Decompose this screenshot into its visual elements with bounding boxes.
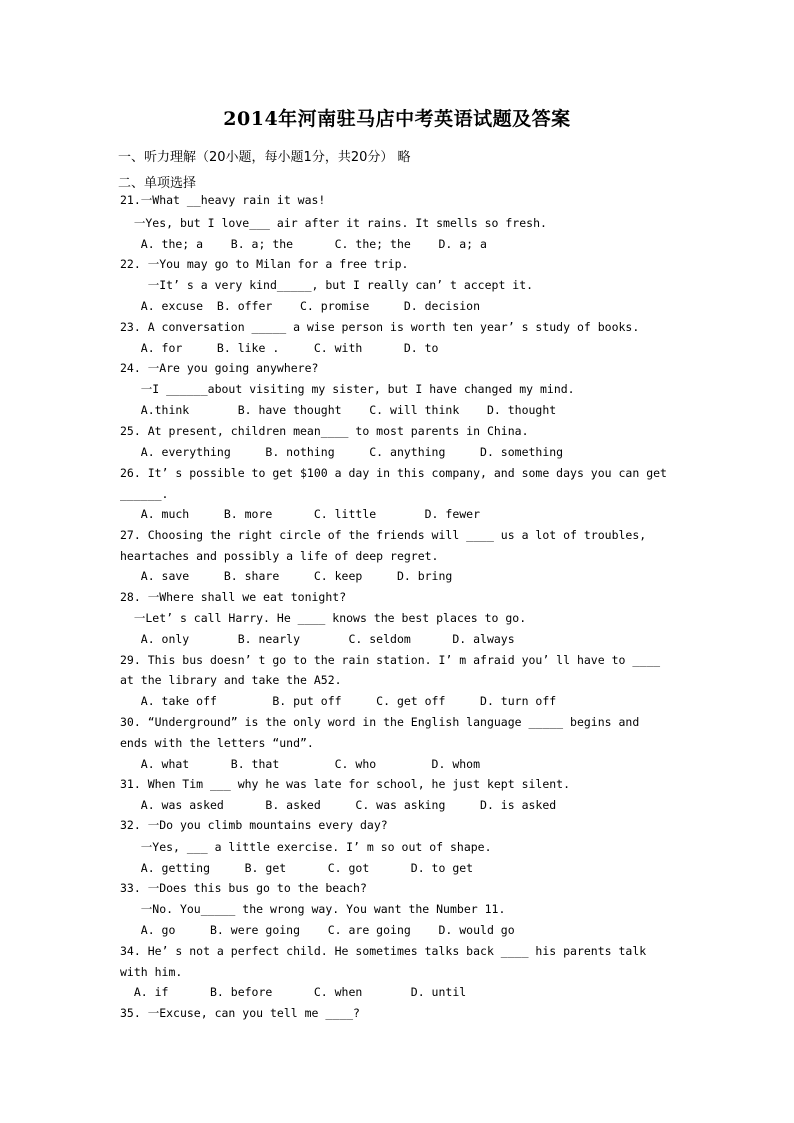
- question-line-text: 一It’ s a very kind_____, but I really can’ t accept it.: [120, 278, 534, 292]
- question-line-text: 29. This bus doesn’ t go to the rain station. I’ m afraid you’ ll have to ____: [120, 653, 661, 667]
- question-line-text: at the library and take the A52.: [120, 673, 342, 687]
- question-line-text: 27. Choosing the right circle of the friends will ____ us a lot of troubles,: [120, 528, 647, 542]
- question-line-text: 22. 一You may go to Milan for a free trip.: [120, 257, 409, 271]
- question-line-text: A. go B. were going C. are going D. would go: [120, 923, 515, 937]
- question-line-text: with him.: [120, 965, 183, 979]
- question-line-text: 一Yes, but I love___ air after it rains. It smells so fresh.: [120, 216, 547, 230]
- question-line-text: 21.一What __heavy rain it was!: [120, 193, 326, 207]
- section-heading-listening: 一、听力理解（20小题，每小题1分，共20分） 略: [118, 150, 411, 165]
- question-line-text: A. excuse B. offer C. promise D. decision: [120, 299, 481, 313]
- question-line-text: A. only B. nearly C. seldom D. always: [120, 632, 515, 646]
- question-line-text: A. what B. that C. who D. whom: [120, 757, 481, 771]
- question-line-text: A. was asked B. asked C. was asking D. is asked: [120, 798, 557, 812]
- question-line-text: 23. A conversation _____ a wise person is worth ten year’ s study of books.: [120, 320, 640, 334]
- question-line-text: A. much B. more C. little D. fewer: [120, 507, 481, 521]
- question-line-text: A. for B. like . C. with D. to: [120, 341, 439, 355]
- question-line-text: A. if B. before C. when D. until: [120, 985, 467, 999]
- section-heading-choice: 二、单项选择: [118, 176, 197, 191]
- question-line-text: heartaches and possibly a life of deep regret.: [120, 549, 439, 563]
- question-line-text: 28. 一Where shall we eat tonight?: [120, 590, 347, 604]
- question-line-text: ______.: [120, 487, 169, 501]
- question-line-text: A.think B. have thought C. will think D. thought: [120, 403, 557, 417]
- question-line-text: 一No. You_____ the wrong way. You want the Number 11.: [120, 902, 506, 916]
- question-line-text: A. getting B. get C. got D. to get: [120, 861, 474, 875]
- question-line-text: 33. 一Does this bus go to the beach?: [120, 881, 367, 895]
- question-line-text: ends with the letters “und”.: [120, 736, 314, 750]
- question-line-text: 一I ______about visiting my sister, but I have changed my mind.: [120, 382, 575, 396]
- question-line-text: 31. When Tim ___ why he was late for school, he just kept silent.: [120, 777, 571, 791]
- question-line-text: 24. 一Are you going anywhere?: [120, 361, 319, 375]
- question-line-text: 35. 一Excuse, can you tell me ____?: [120, 1006, 360, 1020]
- question-line-text: 26. It’ s possible to get $100 a day in this company, and some days you can get: [120, 466, 667, 480]
- question-line-text: 25. At present, children mean____ to most parents in China.: [120, 424, 529, 438]
- question-line-text: 34. He’ s not a perfect child. He sometimes talks back ____ his parents talk: [120, 944, 647, 958]
- question-line-text: 一Yes, ___ a little exercise. I’ m so out of shape.: [120, 840, 492, 854]
- question-line-text: 30. “Underground” is the only word in the English language _____ begins and: [120, 715, 640, 729]
- question-line-text: 32. 一Do you climb mountains every day?: [120, 818, 388, 832]
- question-line-text: A. take off B. put off C. get off D. turn off: [120, 694, 557, 708]
- question-line-text: A. everything B. nothing C. anything D. something: [120, 445, 564, 459]
- question-line-text: A. the; a B. a; the C. the; the D. a; a: [120, 237, 487, 251]
- page-title: 2014年河南驻马店中考英语试题及答案: [223, 108, 571, 130]
- question-line-text: A. save B. share C. keep D. bring: [120, 569, 453, 583]
- question-line-text: 一Let’ s call Harry. He ____ knows the best places to go.: [120, 611, 527, 625]
